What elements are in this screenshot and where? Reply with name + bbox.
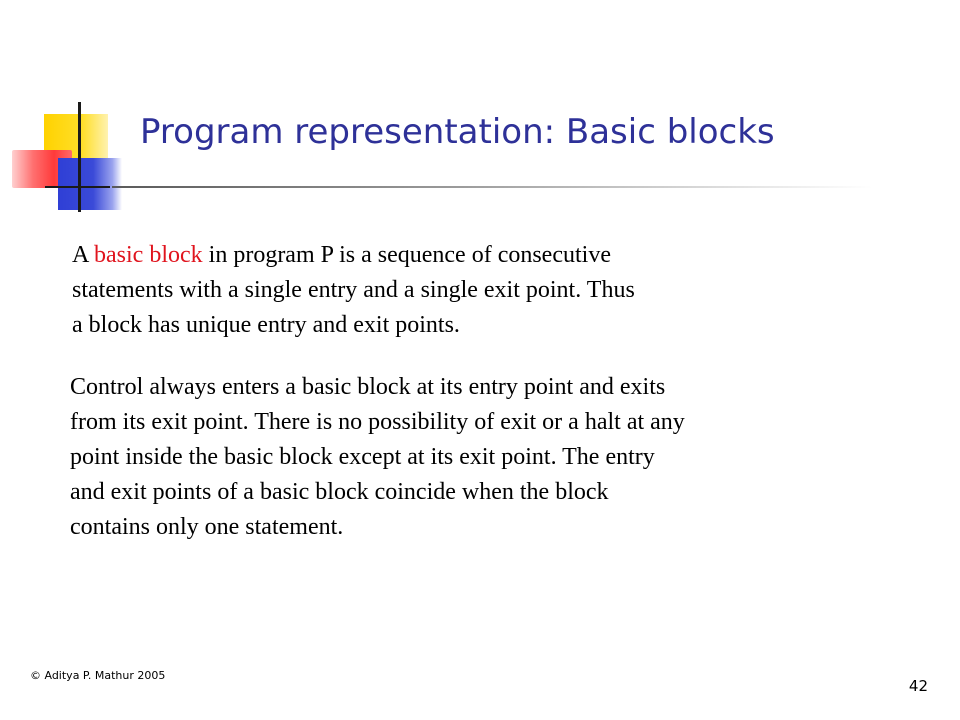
basic-block-term: basic block — [94, 242, 203, 268]
control-flow-paragraph — [70, 370, 900, 545]
definition-line-2: statements with a single entry and a single exit point. Thus — [72, 277, 635, 303]
control-line-2: from its exit point. There is no possibility of exit or a halt at any — [70, 409, 685, 435]
definition-line-3: a block has unique entry and exit points. — [72, 312, 460, 338]
title-underline — [112, 186, 872, 188]
control-line-3: point inside the basic block except at its exit point. The entry — [70, 444, 655, 470]
control-line-1: Control always enters a basic block at its entry point and exits — [70, 374, 666, 400]
slide-title: Program representation: Basic blocks — [140, 112, 775, 152]
control-line-4: and exit points of a basic block coincide when the block — [70, 479, 609, 505]
definition-line-1 — [72, 238, 852, 273]
definition-paragraph — [72, 238, 852, 343]
decor-vertical-line — [78, 102, 81, 212]
definition-prefix: A — [72, 242, 95, 268]
page-number: 42 — [908, 677, 928, 695]
decor-horizontal-line — [45, 186, 110, 188]
control-line-5: contains only one statement. — [70, 514, 344, 540]
copyright-notice: © Aditya P. Mathur 2005 — [30, 669, 166, 682]
decor-blue-block — [58, 158, 122, 210]
definition-suffix: in program P is a sequence of consecutive — [202, 242, 611, 268]
